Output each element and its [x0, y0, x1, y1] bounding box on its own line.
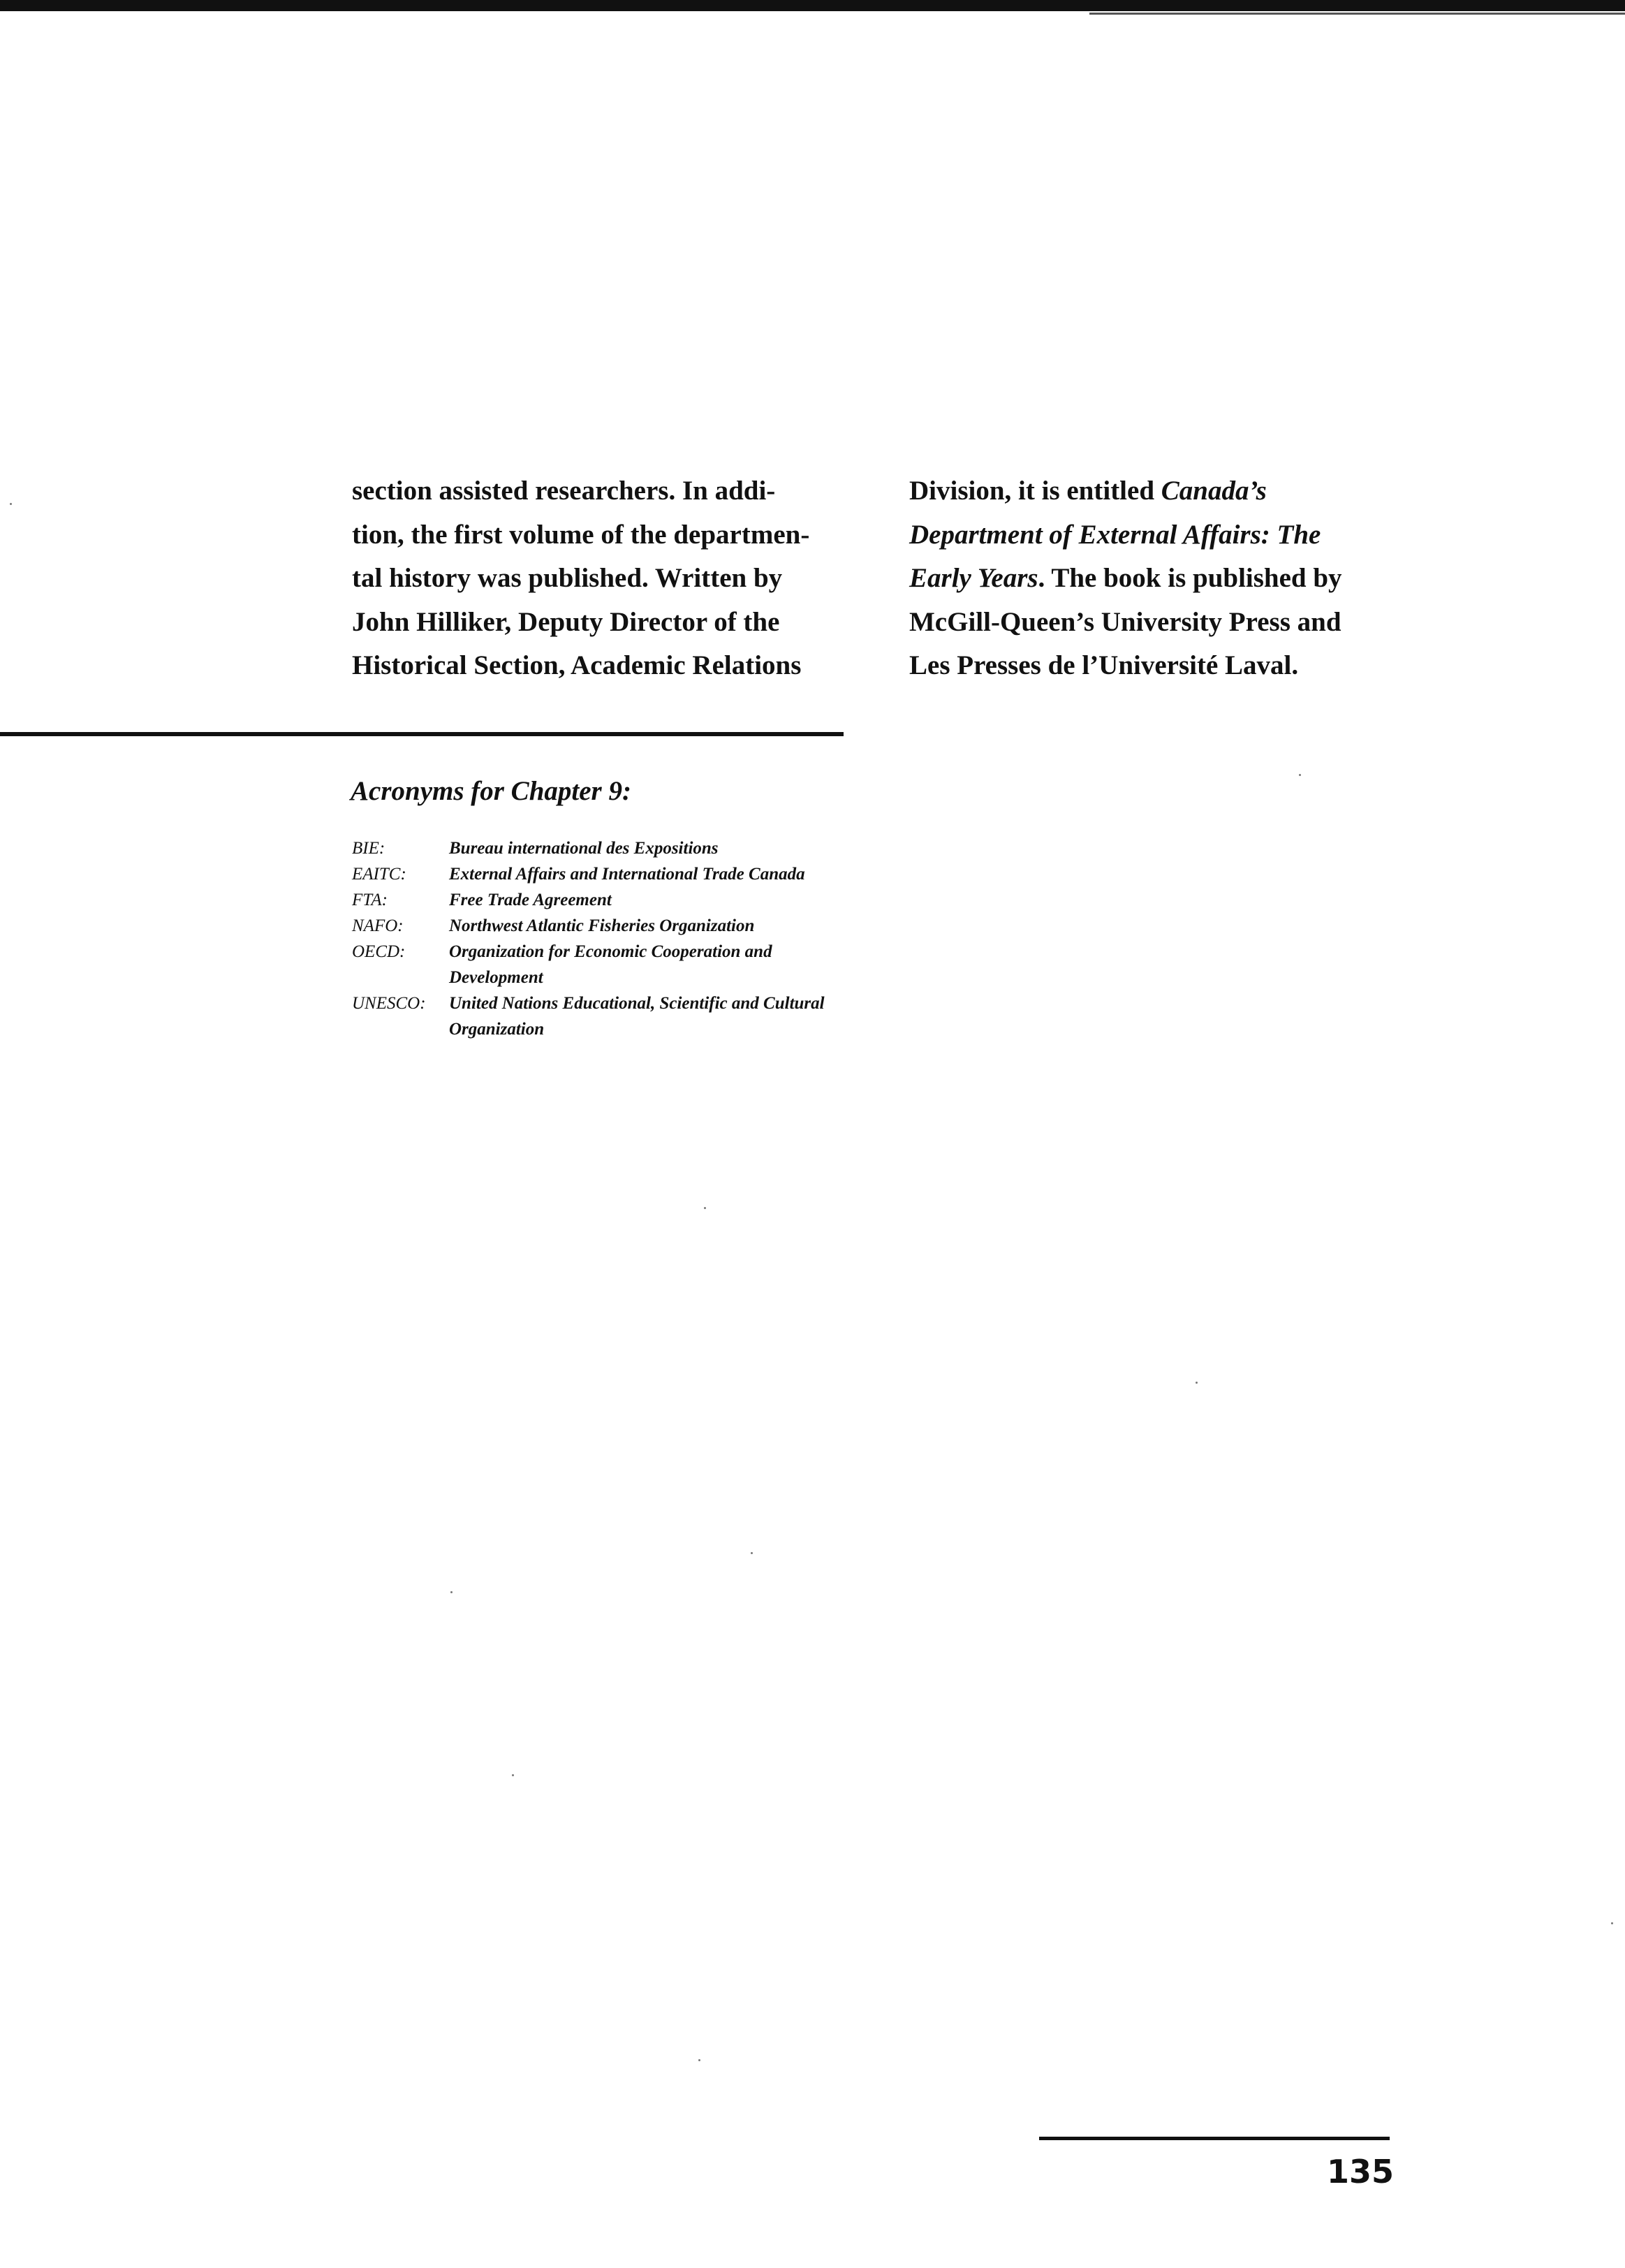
scan-speck: [512, 1774, 514, 1776]
scan-speck: [1611, 1922, 1613, 1924]
footer-rule: [1039, 2137, 1390, 2140]
body-line: McGill-Queen’s University Press and: [909, 606, 1341, 637]
book-title-part: Canada’s: [1161, 476, 1267, 506]
body-line: tion, the first volume of the departmen-: [352, 519, 810, 550]
body-line: [909, 557, 1342, 601]
acronym-item: [352, 861, 847, 887]
body-line: [909, 513, 1342, 557]
scan-speck: [1196, 1382, 1198, 1384]
acronym-item: [352, 835, 847, 861]
body-text-left-column: [352, 469, 809, 688]
acronym-term: FTA:: [352, 891, 388, 909]
scan-speck: [704, 1207, 706, 1209]
scan-top-border-thin: [1089, 13, 1625, 15]
body-line: tal history was published. Written by: [352, 563, 783, 593]
acronym-definition: Free Trade Agreement: [449, 891, 612, 909]
acronym-definition: Northwest Atlantic Fisheries Organization: [449, 916, 755, 935]
scan-top-border: [0, 0, 1625, 11]
acronym-definition: Bureau international des Expositions: [449, 839, 719, 858]
acronym-term: NAFO:: [352, 916, 404, 935]
scan-speck: [450, 1591, 453, 1593]
acronym-item: [352, 939, 847, 990]
acronym-term: OECD:: [352, 942, 406, 961]
acronym-term: UNESCO:: [352, 994, 426, 1013]
page-number: 135: [1327, 2153, 1395, 2190]
book-title-part: Early Years: [909, 563, 1038, 593]
body-line: Historical Section, Academic Relations: [352, 650, 802, 680]
acronym-item: [352, 990, 847, 1042]
body-line: [909, 469, 1342, 513]
acronyms-heading: Acronyms for Chapter 9:: [351, 776, 631, 806]
acronym-definition: Organization for Economic Cooperation and Development: [449, 942, 772, 987]
scan-speck: [1299, 774, 1301, 776]
section-divider-rule: [0, 732, 844, 736]
body-line: John Hilliker, Deputy Director of the: [352, 606, 780, 637]
body-line: section assisted researchers. In addi-: [352, 476, 776, 506]
body-text: Division, it is entitled: [909, 476, 1161, 506]
scan-speck: [698, 2059, 700, 2061]
acronym-definition: United Nations Educational, Scientific and Cultural Organization: [449, 994, 825, 1039]
acronym-item: [352, 887, 847, 913]
book-title-part: Department of External Affairs: The: [909, 519, 1321, 550]
scan-speck: [751, 1552, 753, 1554]
acronym-list: [352, 835, 847, 1042]
body-text: . The book is published by: [1038, 563, 1342, 593]
acronym-definition: External Affairs and International Trade Canada: [449, 865, 805, 884]
scan-speck: [10, 503, 12, 505]
body-text-right-column: [909, 469, 1342, 688]
acronym-term: BIE:: [352, 839, 385, 858]
acronym-item: [352, 913, 847, 939]
body-line: Les Presses de l’Université Laval.: [909, 650, 1299, 680]
acronym-term: EAITC:: [352, 865, 406, 884]
